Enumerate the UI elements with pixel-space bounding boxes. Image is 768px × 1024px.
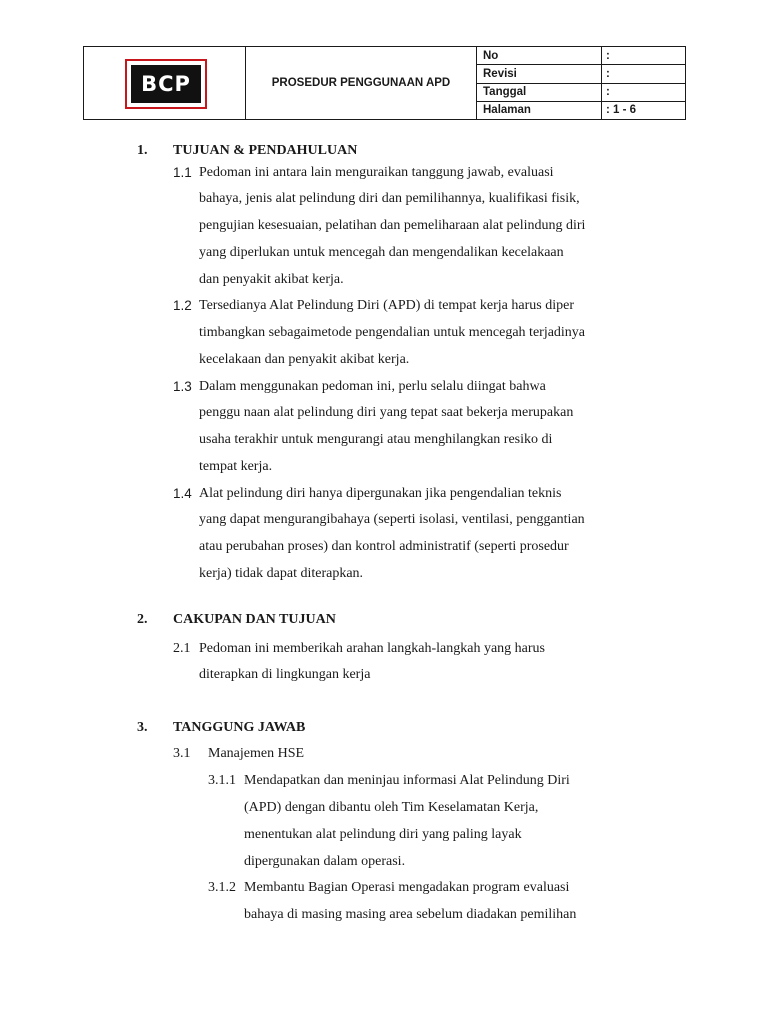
item-number: 1.3 — [173, 379, 192, 394]
item-number: 1.1 — [173, 165, 192, 180]
paragraph-line: tempat kerja. — [199, 459, 273, 474]
section-number: 3. — [137, 720, 148, 735]
logo-text: BCP — [131, 65, 201, 103]
item-number: 3.1.2 — [208, 880, 236, 895]
paragraph-line: kerja) tidak dapat diterapkan. — [199, 566, 364, 581]
header-value-halaman: : 1 - 6 — [602, 101, 686, 119]
section-title: TANGGUNG JAWAB — [173, 720, 306, 735]
header-value-tanggal: : — [602, 83, 686, 101]
header-value-no: : — [602, 47, 686, 65]
section-title: TUJUAN & PENDAHULUAN — [173, 143, 358, 158]
item-number: 2.1 — [173, 641, 191, 656]
logo-cell — [84, 47, 246, 120]
header-label-revisi: Revisi — [477, 65, 602, 83]
section-title: CAKUPAN DAN TUJUAN — [173, 612, 336, 627]
item-number: 3.1 — [173, 746, 191, 761]
paragraph-line: Dalam menggunakan pedoman ini, perlu selalu diingat bahwa — [199, 379, 546, 394]
paragraph-line: usaha terakhir untuk mengurangi atau menghilangkan resiko di — [199, 432, 553, 447]
paragraph-line: pengujian kesesuaian, pelatihan dan pemeliharaan alat pelindung diri — [199, 218, 586, 233]
paragraph-line: Pedoman ini memberikah arahan langkah-langkah yang harus — [199, 641, 545, 656]
header-label-tanggal: Tanggal — [477, 83, 602, 101]
paragraph-line: dan penyakit akibat kerja. — [199, 272, 344, 287]
paragraph-line: atau perubahan proses) dan kontrol administratif (seperti prosedur — [199, 539, 569, 554]
document-header — [83, 46, 686, 120]
paragraph-line: menentukan alat pelindung diri yang paling layak — [244, 827, 522, 842]
paragraph-line: dipergunakan dalam operasi. — [244, 854, 406, 869]
paragraph-line: Tersedianya Alat Pelindung Diri (APD) di tempat kerja harus diper — [199, 298, 574, 313]
section-number: 1. — [137, 143, 148, 158]
paragraph-line: yang dapat mengurangibahaya (seperti isolasi, ventilasi, penggantian — [199, 512, 585, 527]
paragraph-line: penggu naan alat pelindung diri yang tepat saat bekerja merupakan — [199, 405, 574, 420]
section-number: 2. — [137, 612, 148, 627]
paragraph-line: Alat pelindung diri hanya dipergunakan jika pengendalian teknis — [199, 486, 562, 501]
document-title: PROSEDUR PENGGUNAAN APD — [246, 47, 477, 120]
company-logo — [125, 59, 207, 109]
paragraph-line: bahaya, jenis alat pelindung diri dan pemilihannya, kualifikasi fisik, — [199, 191, 580, 206]
paragraph-line: kecelakaan dan penyakit akibat kerja. — [199, 352, 410, 367]
header-label-halaman: Halaman — [477, 101, 602, 119]
paragraph-line: Pedoman ini antara lain menguraikan tanggung jawab, evaluasi — [199, 165, 554, 180]
header-value-revisi: : — [602, 65, 686, 83]
header-label-no: No — [477, 47, 602, 65]
paragraph-line: Membantu Bagian Operasi mengadakan program evaluasi — [244, 880, 570, 895]
paragraph-line: yang diperlukan untuk mencegah dan mengendalikan kecelakaan — [199, 245, 564, 260]
subsection-title: Manajemen HSE — [208, 746, 305, 761]
paragraph-line: Mendapatkan dan meninjau informasi Alat Pelindung Diri — [244, 773, 570, 788]
item-number: 1.4 — [173, 486, 192, 501]
item-number: 3.1.1 — [208, 773, 236, 788]
paragraph-line: timbangkan sebagaimetode pengendalian untuk mencegah terjadinya — [199, 325, 586, 340]
paragraph-line: diterapkan di lingkungan kerja — [199, 667, 371, 682]
paragraph-line: bahaya di masing masing area sebelum diadakan pemilihan — [244, 907, 577, 922]
item-number: 1.2 — [173, 298, 192, 313]
paragraph-line: (APD) dengan dibantu oleh Tim Keselamatan Kerja, — [244, 800, 539, 815]
